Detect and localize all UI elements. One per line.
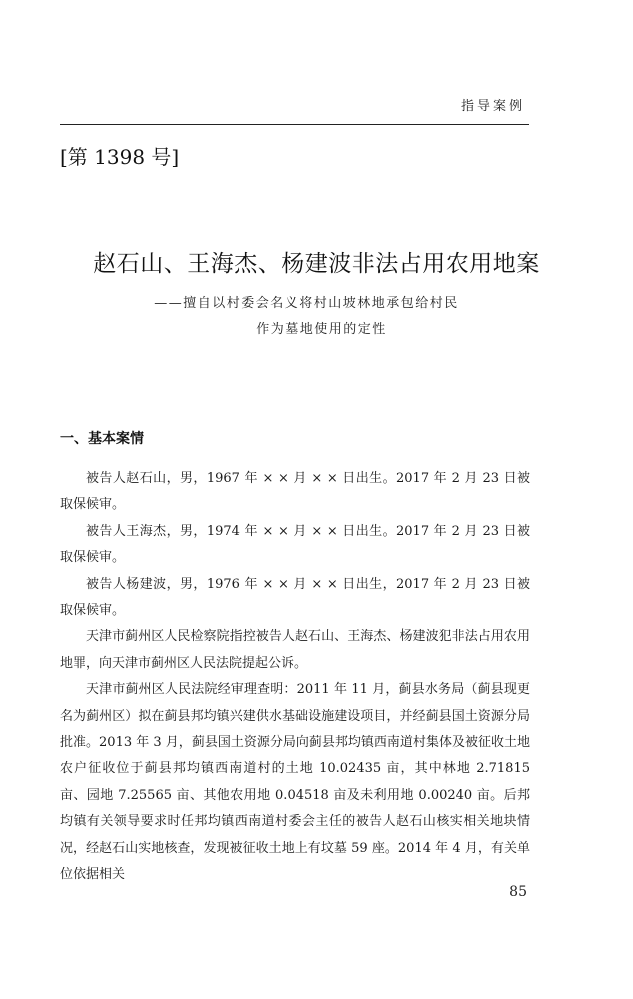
page-number: 85 (509, 884, 527, 900)
paragraph-defendant-1: 被告人赵石山，男，1967 年 × × 月 × × 日出生。2017 年 2 月 23 日被取保候审。 (60, 471, 530, 513)
header-rule (60, 124, 529, 125)
section-heading: 一、基本案情 (60, 431, 144, 447)
body-text (60, 466, 530, 889)
paragraph-defendant-3: 被告人杨建波，男，1976 年 × × 月 × × 日出生，2017 年 2 月 23 日被取保候审。 (60, 576, 530, 619)
paragraph-defendant-2: 被告人王海杰，男，1974 年 × × 月 × × 日出生。2017 年 2 月 23 日被取保候审。 (60, 523, 530, 566)
subtitle-line-2: 作为墓地使用的定性 (256, 322, 387, 337)
running-head: 指导案例 (460, 99, 525, 114)
subtitle-line-1: ——擅自以村委会名义将村山坡林地承包给村民 (154, 296, 459, 311)
case-title: 赵石山、王海杰、杨建波非法占用农用地案 (93, 251, 540, 277)
case-number: [第 1398 号] (60, 145, 180, 169)
paragraph-indictment: 天津市蓟州区人民检察院指控被告人赵石山、王海杰、杨建波犯非法占用农用地罪，向天津市蓟州区人民法院提起公诉。 (60, 629, 530, 671)
paragraph-facts: 天津市蓟州区人民法院经审理查明：2011 年 11 月，蓟县水务局（蓟县现更名为蓟州区）拟在蓟县邦均镇兴建供水基础设施建设项目，并经蓟县国土资源分局批准。2013 年 3 月，蓟县国土资源分局向蓟县邦均镇西南道村集体及被征收土地农户征收位于蓟县邦均镇西南道村的土地 10.02435 亩，其中林地 2.71815 亩、园地 7.25565 亩、其他农用地 0.04518 亩及未利用地 0.00240 亩。后邦均镇有关领导要求时任邦均镇西南道村委会主任的被告人赵石山核实相关地块情况，经赵石山实地核查，发现被征收土地上有坟墓 59 座。2014 年 4 月，有关单位依据相关 (60, 682, 530, 883)
